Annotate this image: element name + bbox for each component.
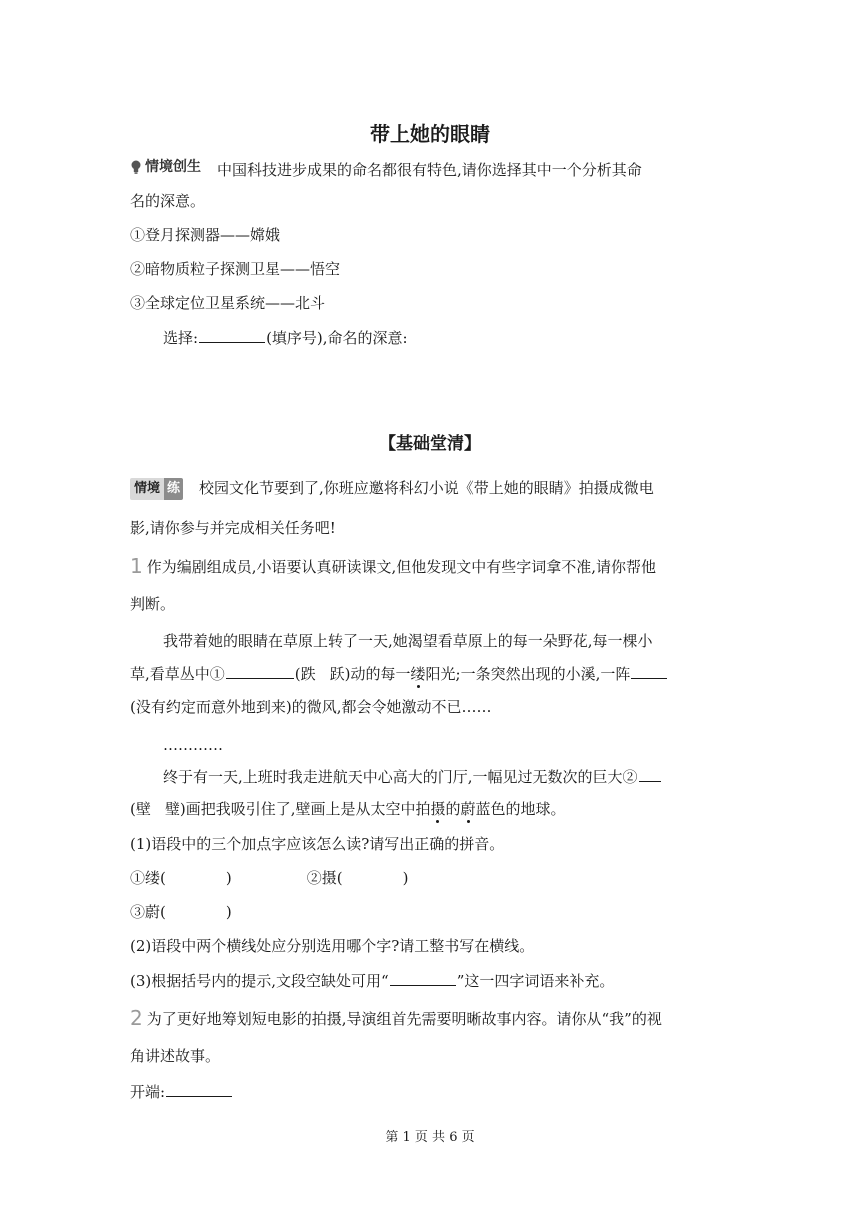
passage-ellipsis: ………… — [163, 736, 223, 754]
q2-line-2: 角讲述故事。 — [130, 1047, 221, 1065]
blank-2[interactable] — [639, 766, 661, 782]
page-footer: 第 1 页 共 6 页 — [385, 1130, 475, 1145]
passage-line-2: 草,看草丛中① (跌 跃)动的每一缕阳光;一条突然出现的小溪,一阵 — [130, 663, 668, 684]
dotted-char-lv: 缕 — [410, 665, 426, 683]
dotted-char-wei: 蔚 — [460, 800, 476, 818]
dotted-char-she: 摄 — [430, 800, 446, 818]
blank-1[interactable] — [226, 663, 294, 679]
passage-line-1: 我带着她的眼睛在草原上转了一天,她渴望看草原上的每一朵野花,每一棵小 — [163, 632, 653, 650]
q2-start: 开端: — [130, 1081, 233, 1102]
start-answer-blank[interactable] — [166, 1081, 232, 1097]
lightbulb-icon — [130, 160, 142, 174]
choose-line: 选择: (填序号),命名的深意: — [163, 329, 408, 347]
question-number-1: 1 — [130, 554, 143, 578]
scenario-line-2: 影,请你参与并完成相关任务吧! — [130, 519, 336, 537]
passage-line-3: (没有约定而意外地到来)的微风,都会令她激动不已…… — [130, 698, 492, 716]
passage-line-4: 终于有一天,上班时我走进航天中心高大的门厅,一幅见过无数次的巨大② — [163, 766, 662, 787]
sub-question-2: (2)语段中两个横线处应分别选用哪个字?请工整书写在横线。 — [130, 937, 535, 955]
choice-blank[interactable] — [199, 327, 265, 343]
sub-question-3: (3)根据括号内的提示,文段空缺处可用“ ”这一四字词语来补充。 — [130, 972, 615, 990]
scenario-badge: 情境 练 — [130, 478, 183, 500]
scenario-line-1: 情境 练 校园文化节要到了,你班应邀将科幻小说《带上她的眼睛》拍摄成微电 — [130, 478, 654, 500]
idiom-answer-blank[interactable] — [390, 970, 456, 986]
q2-line-1: 2 为了更好地筹划短电影的拍摄,导演组首先需要明晰故事内容。请你从“我”的视 — [130, 1006, 662, 1030]
sub-question-1: (1)语段中的三个加点字应该怎么读?请写出正确的拼音。 — [130, 835, 505, 853]
blank-idiom[interactable] — [631, 663, 667, 679]
passage-line-5: (壁 璧)画把我吸引住了,壁画上是从太空中拍摄的蔚蓝色的地球。 — [130, 800, 566, 818]
q1-line-1: 1 作为编剧组成员,小语要认真研读课文,但他发现文中有些字词拿不准,请你帮他 — [130, 554, 657, 578]
option-3: ③全球定位卫星系统——北斗 — [130, 294, 326, 312]
section-title: 【基础堂清】 — [379, 434, 481, 454]
page-title: 带上她的眼睛 — [370, 122, 490, 146]
pinyin-line-1: ①缕( ) ②摄( ) — [130, 869, 409, 887]
question-number-2: 2 — [130, 1006, 143, 1030]
intro-line-2: 名的深意。 — [130, 192, 206, 210]
option-1: ①登月探测器——嫦娥 — [130, 226, 281, 244]
pinyin-line-2: ③蔚( ) — [130, 903, 232, 921]
intro-badge: 情境创生 — [130, 157, 201, 177]
option-2: ②暗物质粒子探测卫星——悟空 — [130, 260, 341, 278]
intro-line-1: 情境创生 中国科技进步成果的命名都很有特色,请你选择其中一个分析其命 — [130, 157, 642, 180]
q1-line-2: 判断。 — [130, 595, 176, 613]
